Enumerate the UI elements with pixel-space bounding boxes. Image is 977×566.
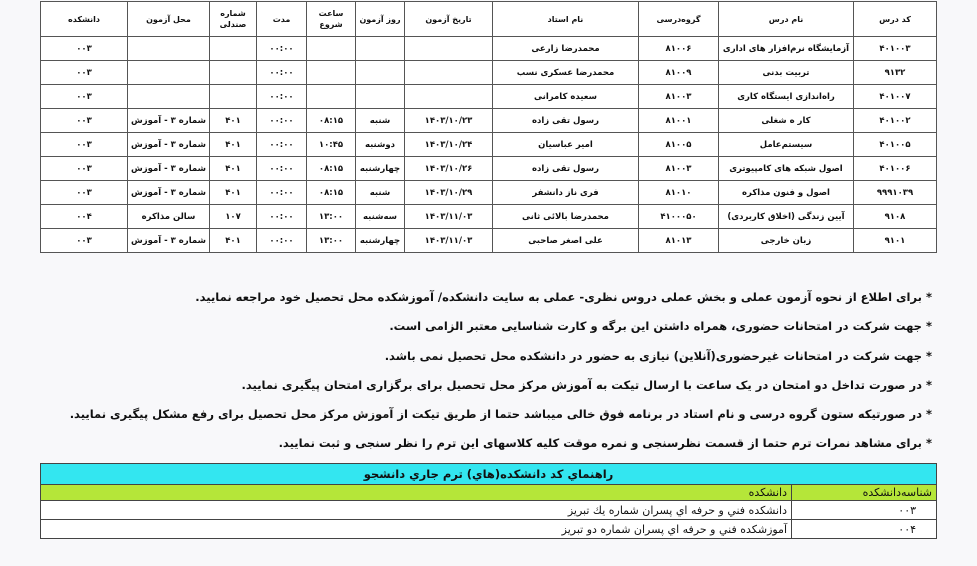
faculty-guide-title: راهنماي کد دانشکده(هاي) ترم جاري دانشجو xyxy=(41,464,937,485)
cell-duration: ۰۰:۰۰ xyxy=(257,229,307,253)
header-faculty-name: دانشکده xyxy=(41,485,792,501)
cell-exam-day xyxy=(356,37,405,61)
exam-table-header-row xyxy=(41,2,937,37)
header-duration: مدت xyxy=(257,2,307,37)
cell-start-time: ۰۸:۱۵ xyxy=(307,181,356,205)
cell-course-name: زبان خارجی xyxy=(719,229,854,253)
cell-faculty-code: ۰۰۳ xyxy=(792,501,937,520)
cell-faculty: ۰۰۳ xyxy=(41,61,128,85)
table-row xyxy=(41,501,937,520)
cell-exam-date xyxy=(405,85,493,109)
table-row xyxy=(41,157,937,181)
cell-instructor: رسول تقی زاده xyxy=(493,157,639,181)
cell-exam-day: دوشنبه xyxy=(356,133,405,157)
cell-course-name: تربیت بدنی xyxy=(719,61,854,85)
cell-course-group: ۴۱۰۰۰۵۰ xyxy=(639,205,719,229)
table-row xyxy=(41,109,937,133)
cell-duration: ۰۰:۰۰ xyxy=(257,37,307,61)
faculty-guide-title-row xyxy=(41,464,937,485)
header-faculty-code: شناسه‌دانشکده xyxy=(792,485,937,501)
cell-exam-location: شماره ۳ - آموزش xyxy=(128,133,210,157)
cell-course-group: ۸۱۰۰۹ xyxy=(639,61,719,85)
cell-course-code: ۴۰۱۰۰۷ xyxy=(854,85,937,109)
table-row xyxy=(41,520,937,539)
cell-instructor: محمدرضا عسکری نسب xyxy=(493,61,639,85)
cell-exam-location: شماره ۳ - آموزش xyxy=(128,157,210,181)
cell-faculty-code: ۰۰۴ xyxy=(792,520,937,539)
faculty-guide-table xyxy=(40,463,937,539)
note-practical-exam: * برای اطلاع از نحوه آزمون عملی و بخش عملی دروس نظری- عملی به سایت دانشکده/ آموزشکده محل تحصیل خود مراجعه نمایید. xyxy=(195,290,932,304)
note-exam-conflict: * در صورت تداخل دو امتحان در یک ساعت با ارسال تیکت به آموزش مرکز محل تحصیل برای برگزاری امتحان پیگیری نمایید. xyxy=(241,377,932,392)
cell-exam-location: شماره ۳ - آموزش xyxy=(128,229,210,253)
cell-exam-day: سه‌شنبه xyxy=(356,205,405,229)
cell-course-name: آزمایشگاه نرم‌افزار های اداری xyxy=(719,37,854,61)
cell-seat-number: ۴۰۱ xyxy=(210,229,257,253)
cell-course-name: سیستم‌عامل xyxy=(719,133,854,157)
cell-course-code: ۴۰۱۰۰۵ xyxy=(854,133,937,157)
cell-course-group: ۸۱۰۰۶ xyxy=(639,37,719,61)
cell-duration: ۰۰:۰۰ xyxy=(257,61,307,85)
header-faculty: دانشکده xyxy=(41,2,128,37)
cell-faculty: ۰۰۳ xyxy=(41,229,128,253)
cell-exam-date: ۱۴۰۳/۱۰/۲۴ xyxy=(405,133,493,157)
cell-exam-day: شنبه xyxy=(356,181,405,205)
cell-faculty: ۰۰۳ xyxy=(41,133,128,157)
cell-faculty: ۰۰۳ xyxy=(41,85,128,109)
cell-instructor: امیر عباسیان xyxy=(493,133,639,157)
cell-exam-date: ۱۴۰۳/۱۰/۲۹ xyxy=(405,181,493,205)
cell-exam-location xyxy=(128,85,210,109)
table-row xyxy=(41,229,937,253)
cell-course-code: ۴۰۱۰۰۲ xyxy=(854,109,937,133)
faculty-guide-header-row xyxy=(41,485,937,501)
header-start-time: ساعت شروع xyxy=(307,2,356,37)
cell-exam-location xyxy=(128,61,210,85)
cell-exam-day xyxy=(356,85,405,109)
cell-course-code: ۴۰۱۰۰۶ xyxy=(854,157,937,181)
table-row xyxy=(41,37,937,61)
cell-start-time: ۰۸:۱۵ xyxy=(307,109,356,133)
header-course-code: کد درس xyxy=(854,2,937,37)
cell-instructor: محمدرضا بالائی ثانی xyxy=(493,205,639,229)
cell-start-time: ۰۸:۱۵ xyxy=(307,157,356,181)
cell-duration: ۰۰:۰۰ xyxy=(257,109,307,133)
cell-exam-date: ۱۴۰۳/۱۰/۲۳ xyxy=(405,109,493,133)
cell-seat-number xyxy=(210,61,257,85)
table-row xyxy=(41,133,937,157)
cell-exam-date xyxy=(405,37,493,61)
note-empty-columns: * در صورتیکه ستون گروه درسی و نام استاد در برنامه فوق خالی میباشد حتما از طریق تیکت از آموزش مرکز محل تحصیل برای رفع مشکل پیگیری نمایید. xyxy=(69,407,932,422)
cell-course-code: ۹۱۰۸ xyxy=(854,205,937,229)
note-view-grades: * برای مشاهد نمرات ترم حتما از قسمت نظرسنجی و نمره موقت کلیه کلاسهای این ترم را نظر سنجی و ثبت نمایید. xyxy=(278,436,932,451)
cell-duration: ۰۰:۰۰ xyxy=(257,85,307,109)
cell-course-code: ۴۰۱۰۰۳ xyxy=(854,37,937,61)
cell-course-name: آیین زندگی (اخلاق کاربردی) xyxy=(719,205,854,229)
header-instructor: نام استاد xyxy=(493,2,639,37)
cell-course-group: ۸۱۰۱۳ xyxy=(639,229,719,253)
cell-exam-date: ۱۴۰۳/۱۱/۰۳ xyxy=(405,205,493,229)
cell-seat-number xyxy=(210,37,257,61)
cell-faculty: ۰۰۳ xyxy=(41,181,128,205)
cell-course-group: ۸۱۰۱۰ xyxy=(639,181,719,205)
cell-exam-location: شماره ۳ - آموزش xyxy=(128,109,210,133)
cell-course-code: ۹۱۰۱ xyxy=(854,229,937,253)
table-row xyxy=(41,85,937,109)
cell-instructor: علی اصغر صاحبی xyxy=(493,229,639,253)
header-course-name: نام درس xyxy=(719,2,854,37)
cell-faculty: ۰۰۴ xyxy=(41,205,128,229)
header-seat-number: شماره صندلی xyxy=(210,2,257,37)
cell-exam-date xyxy=(405,61,493,85)
cell-seat-number: ۴۰۱ xyxy=(210,157,257,181)
cell-seat-number: ۴۰۱ xyxy=(210,181,257,205)
header-exam-date: تاریخ آزمون xyxy=(405,2,493,37)
cell-instructor: محمدرضا زارعی xyxy=(493,37,639,61)
cell-seat-number: ۴۰۱ xyxy=(210,133,257,157)
cell-course-group: ۸۱۰۰۳ xyxy=(639,85,719,109)
cell-course-name: راه‌اندازی ایستگاه کاری xyxy=(719,85,854,109)
notes-section xyxy=(40,283,932,459)
cell-duration: ۰۰:۰۰ xyxy=(257,205,307,229)
cell-instructor: سعیده کامرانی xyxy=(493,85,639,109)
exam-schedule-table xyxy=(40,1,937,253)
cell-course-name: کار ‌‌ه‌ شغلی xyxy=(719,109,854,133)
cell-course-code: ۹۹۹۱۰۳۹ xyxy=(854,181,937,205)
cell-start-time: ۱۰:۴۵ xyxy=(307,133,356,157)
cell-exam-location: سالن مذاکره xyxy=(128,205,210,229)
cell-exam-date: ۱۴۰۳/۱۱/۰۳ xyxy=(405,229,493,253)
header-course-group: گروه‌درسی xyxy=(639,2,719,37)
cell-instructor: فری ناز دانشفر xyxy=(493,181,639,205)
cell-exam-location xyxy=(128,37,210,61)
cell-seat-number xyxy=(210,85,257,109)
table-row xyxy=(41,181,937,205)
header-exam-location: محل آزمون xyxy=(128,2,210,37)
cell-duration: ۰۰:۰۰ xyxy=(257,181,307,205)
cell-faculty-name: دانشکده فني و حرفه اي پسران شماره يك تبريز xyxy=(41,501,792,520)
cell-faculty: ۰۰۳ xyxy=(41,157,128,181)
note-id-card-required: * جهت شرکت در امتحانات حضوری، همراه داشتن این برگه و کارت شناسایی معتبر الزامی است. xyxy=(389,319,932,334)
cell-course-code: ۹۱۳۲ xyxy=(854,61,937,85)
table-row xyxy=(41,61,937,85)
table-row xyxy=(41,205,937,229)
cell-start-time: ۱۳:۰۰ xyxy=(307,205,356,229)
cell-duration: ۰۰:۰۰ xyxy=(257,157,307,181)
cell-exam-day: چهارشنبه xyxy=(356,157,405,181)
note-online-exams: * جهت شرکت در امتحانات غیرحضوری(آنلاین) نیازی به حضور در دانشکده محل تحصیل نمی باشد. xyxy=(384,348,932,363)
cell-course-group: ۸۱۰۰۳ xyxy=(639,157,719,181)
cell-start-time xyxy=(307,61,356,85)
cell-exam-location: شماره ۳ - آموزش xyxy=(128,181,210,205)
cell-exam-day: شنبه xyxy=(356,109,405,133)
header-exam-day: روز آزمون xyxy=(356,2,405,37)
cell-faculty-name: آموزشکده فني و حرفه اي پسران شماره دو تبريز xyxy=(41,520,792,539)
cell-course-group: ۸۱۰۰۵ xyxy=(639,133,719,157)
cell-seat-number: ۱۰۷ xyxy=(210,205,257,229)
cell-course-name: اصول شبکه های کامپیوتری xyxy=(719,157,854,181)
cell-course-group: ۸۱۰۰۱ xyxy=(639,109,719,133)
cell-instructor: رسول تقی زاده xyxy=(493,109,639,133)
cell-duration: ۰۰:۰۰ xyxy=(257,133,307,157)
cell-start-time xyxy=(307,85,356,109)
cell-course-name: اصول و فنون مذاکره xyxy=(719,181,854,205)
cell-exam-day xyxy=(356,61,405,85)
cell-exam-date: ۱۴۰۳/۱۰/۲۶ xyxy=(405,157,493,181)
cell-seat-number: ۴۰۱ xyxy=(210,109,257,133)
cell-exam-day: چهارشنبه xyxy=(356,229,405,253)
cell-faculty: ۰۰۳ xyxy=(41,109,128,133)
cell-faculty: ۰۰۳ xyxy=(41,37,128,61)
cell-start-time xyxy=(307,37,356,61)
cell-start-time: ۱۳:۰۰ xyxy=(307,229,356,253)
